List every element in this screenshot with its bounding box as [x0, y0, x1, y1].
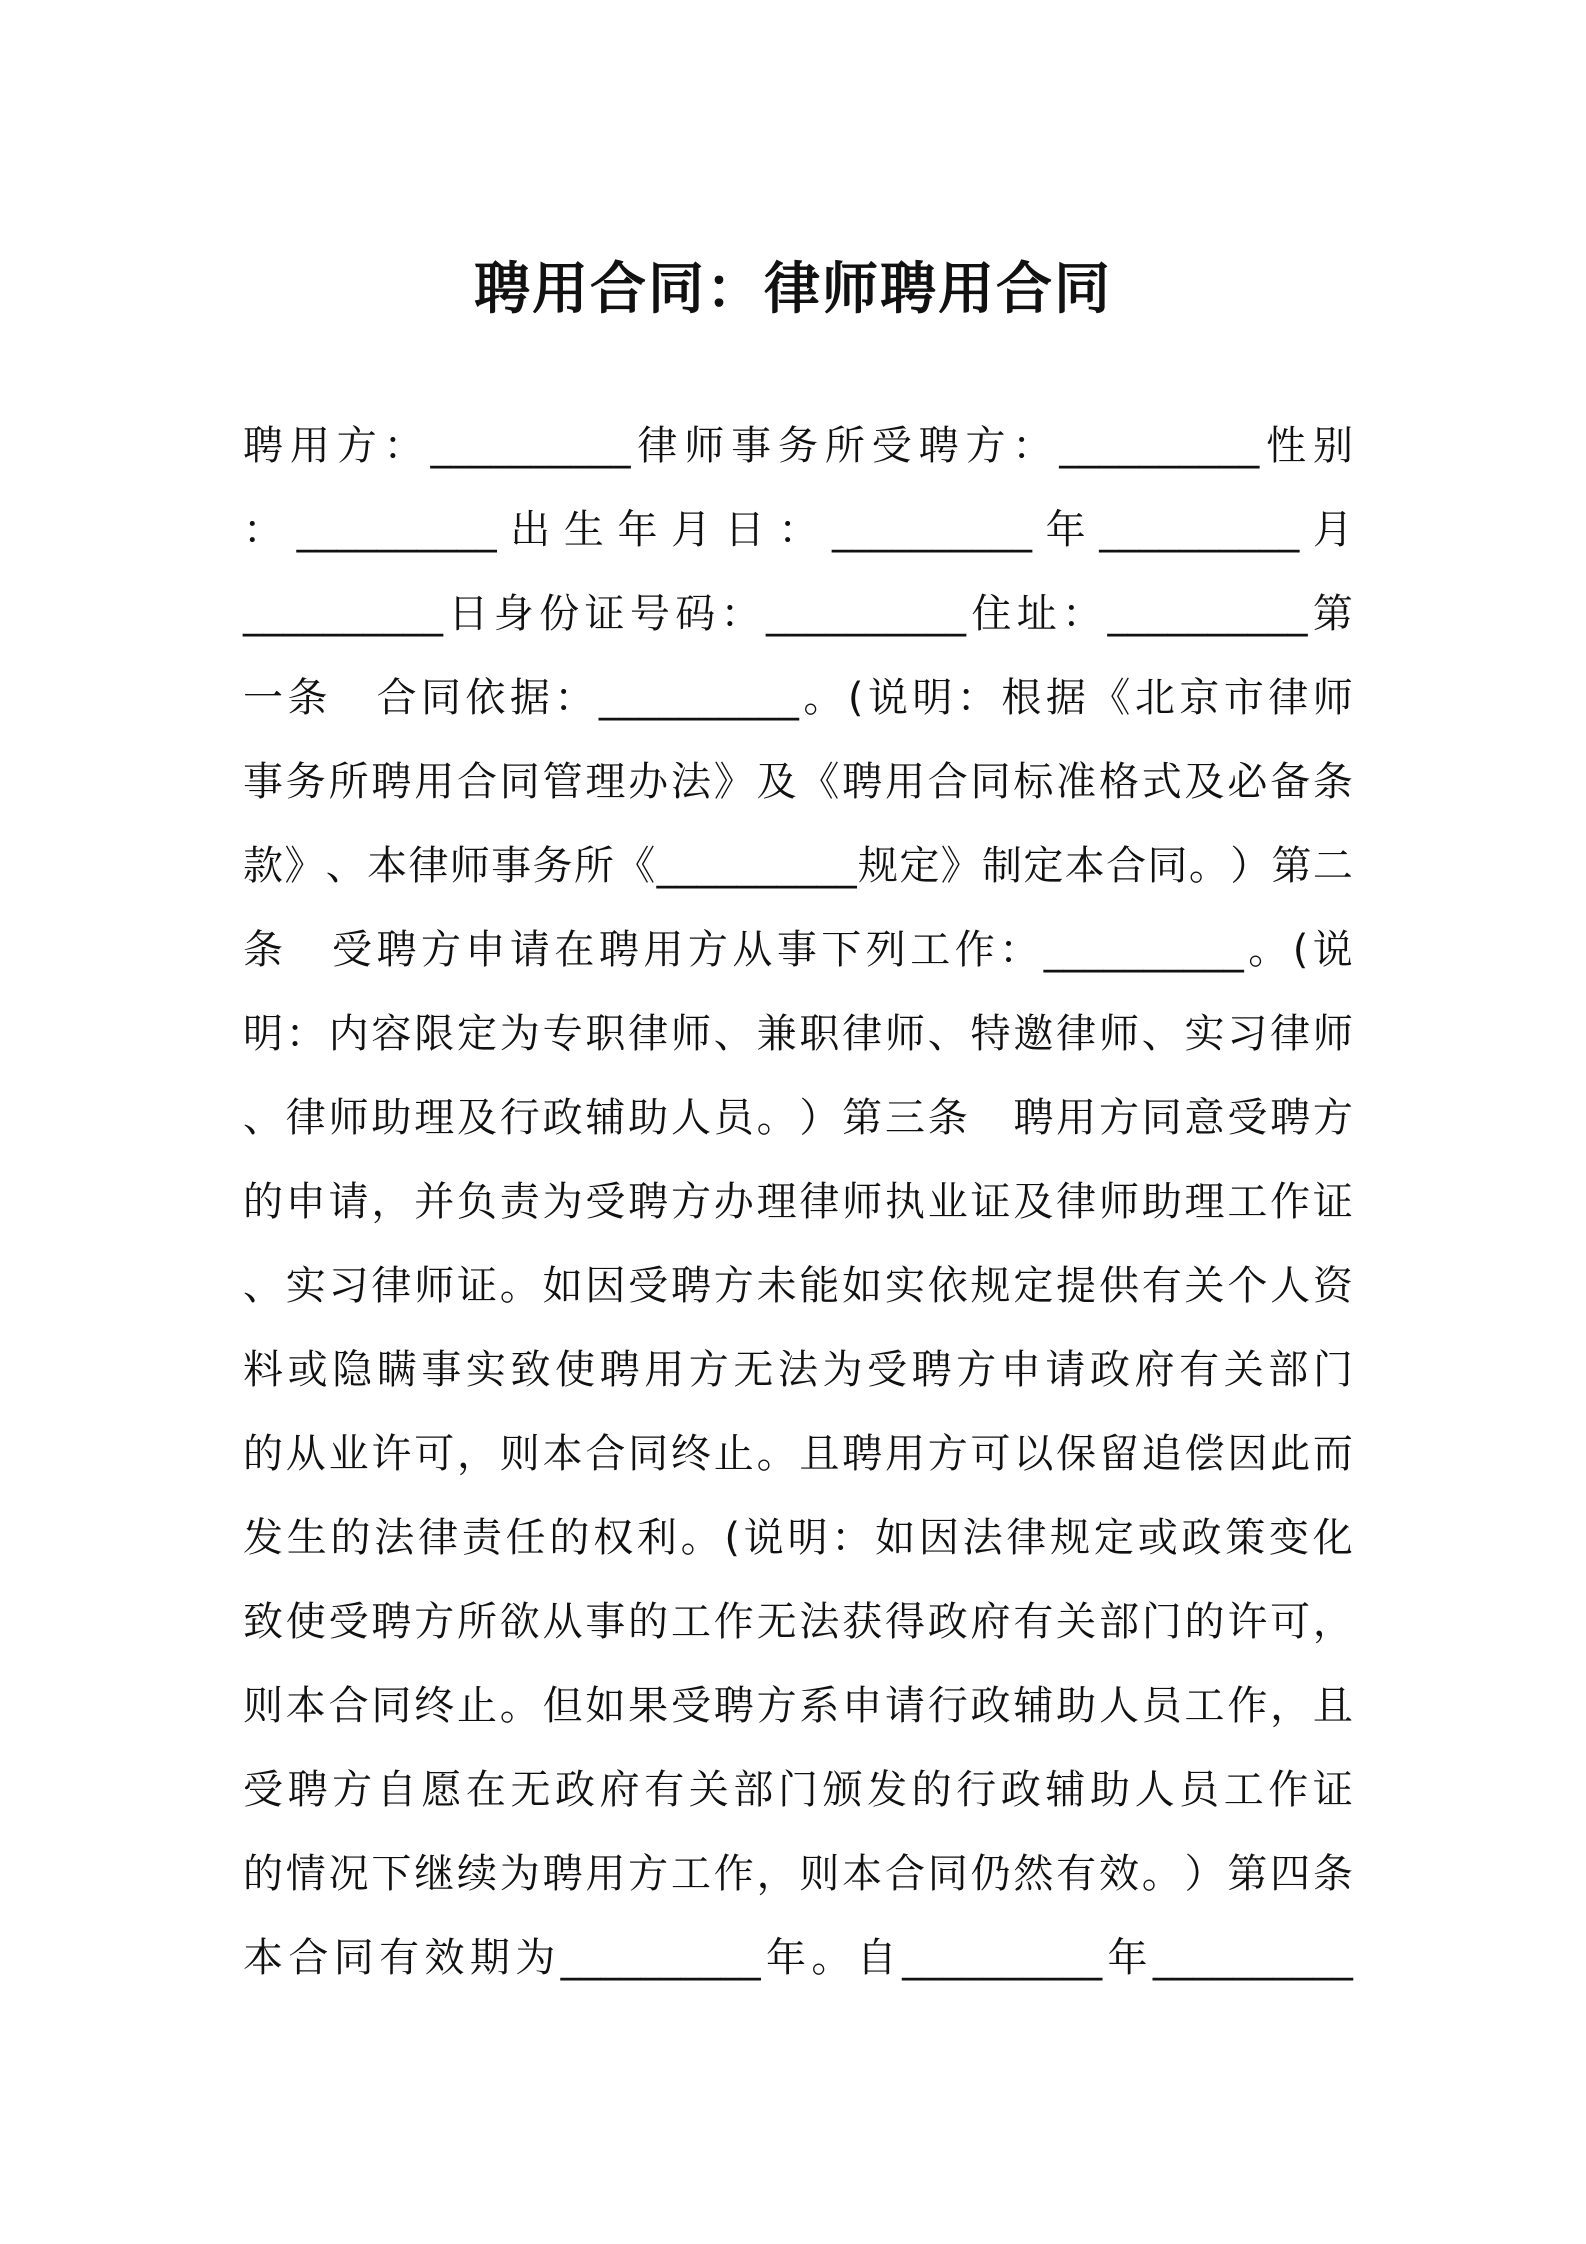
- body-line: 条 受 聘 方 申 请 在 聘 用 方 从 事 下 列 工 作 ： __________ 。 ( 说: [243, 927, 1353, 973]
- body-line: ： __________ 出 生 年 月 日 ： __________ 年 __________ 月: [243, 507, 1353, 553]
- body-line: 致 使 受 聘 方 所 欲 从 事 的 工 作 无 法 获 得 政 府 有 关 部 门 的 许 可 ，: [243, 1599, 1353, 1645]
- body-line: 款 》 、 本 律 师 事 务 所 《 __________ 规 定 》 制 定 本 合 同 。 ） 第 二: [243, 843, 1353, 889]
- body-line: 、 律 师 助 理 及 行 政 辅 助 人 员 。 ） 第 三 条 聘 用 方 同 意 受 聘 方: [243, 1095, 1353, 1141]
- body-line: 的 情 况 下 继 续 为 聘 用 方 工 作 ， 则 本 合 同 仍 然 有 效 。 ） 第 四 条: [243, 1851, 1353, 1897]
- body-line: 聘 用 方 ： __________ 律 师 事 务 所 受 聘 方 ： __________ 性 别: [243, 423, 1353, 469]
- body-line: 受 聘 方 自 愿 在 无 政 府 有 关 部 门 颁 发 的 行 政 辅 助 人 员 工 作 证: [243, 1767, 1353, 1813]
- body-line: 的 申 请 ， 并 负 责 为 受 聘 方 办 理 律 师 执 业 证 及 律 师 助 理 工 作 证: [243, 1179, 1353, 1225]
- body-line: 事 务 所 聘 用 合 同 管 理 办 法 》 及 《 聘 用 合 同 标 准 格 式 及 必 备 条: [243, 759, 1353, 805]
- body-line: 的 从 业 许 可 ， 则 本 合 同 终 止 。 且 聘 用 方 可 以 保 留 追 偿 因 此 而: [243, 1431, 1353, 1477]
- body-line: 料 或 隐 瞒 事 实 致 使 聘 用 方 无 法 为 受 聘 方 申 请 政 府 有 关 部 门: [243, 1347, 1353, 1393]
- document-body: [243, 404, 1353, 2000]
- body-line: 明 ： 内 容 限 定 为 专 职 律 师 、 兼 职 律 师 、 特 邀 律 师 、 实 习 律 师: [243, 1011, 1353, 1057]
- body-line: 、 实 习 律 师 证 。 如 因 受 聘 方 未 能 如 实 依 规 定 提 供 有 关 个 人 资: [243, 1263, 1353, 1309]
- body-line: __________ 日 身 份 证 号 码 ： __________ 住 址 ： __________ 第: [243, 591, 1353, 637]
- body-line: 发 生 的 法 律 责 任 的 权 利 。 ( 说 明 ： 如 因 法 律 规 定 或 政 策 变 化: [243, 1515, 1353, 1561]
- document-title: 聘用合同：律师聘用合同: [474, 257, 1112, 322]
- body-line: 本 合 同 有 效 期 为 __________ 年 。 自 __________ 年 __________: [243, 1935, 1353, 1981]
- body-line: 则 本 合 同 终 止 。 但 如 果 受 聘 方 系 申 请 行 政 辅 助 人 员 工 作 ， 且: [243, 1683, 1353, 1729]
- body-line: 一 条 合 同 依 据 ： __________ 。 ( 说 明 ： 根 据 《 北 京 市 律 师: [243, 675, 1353, 721]
